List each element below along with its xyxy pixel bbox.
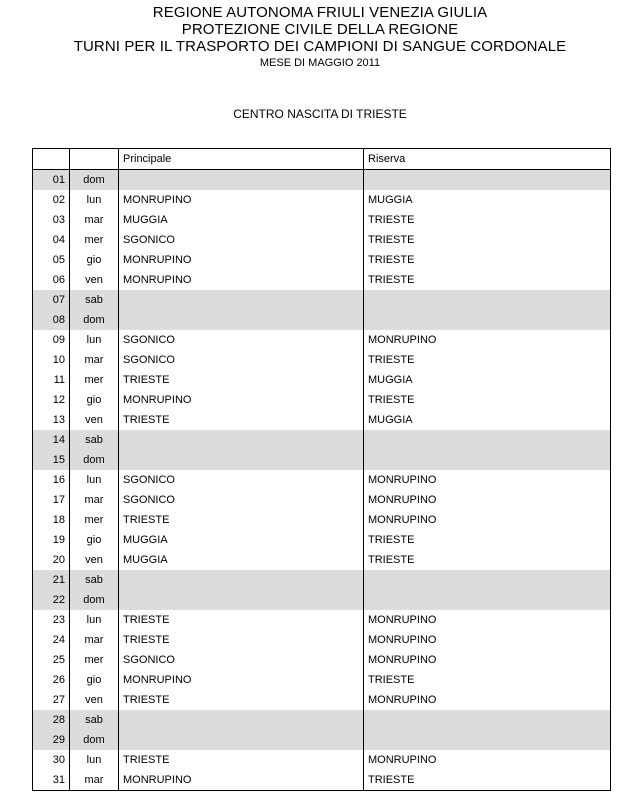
principale-cell: SGONICO bbox=[119, 230, 364, 250]
weekday-cell: gio bbox=[70, 670, 119, 690]
day-number-cell: 17 bbox=[33, 490, 70, 510]
principale-cell bbox=[119, 430, 364, 450]
weekday-cell: lun bbox=[70, 470, 119, 490]
riserva-cell: TRIESTE bbox=[364, 210, 611, 230]
table-body bbox=[33, 170, 611, 791]
day-number-cell: 23 bbox=[33, 610, 70, 630]
day-number-cell: 31 bbox=[33, 770, 70, 791]
riserva-cell: MUGGIA bbox=[364, 410, 611, 430]
riserva-cell: MUGGIA bbox=[364, 370, 611, 390]
riserva-cell bbox=[364, 290, 611, 310]
table-header-row bbox=[33, 149, 611, 170]
table-row bbox=[33, 270, 611, 290]
principale-cell: MONRUPINO bbox=[119, 250, 364, 270]
riserva-cell: TRIESTE bbox=[364, 770, 611, 791]
riserva-cell: MONRUPINO bbox=[364, 470, 611, 490]
document-header bbox=[0, 4, 640, 70]
riserva-cell bbox=[364, 170, 611, 191]
weekday-cell: ven bbox=[70, 690, 119, 710]
principale-cell: SGONICO bbox=[119, 490, 364, 510]
day-number-cell: 27 bbox=[33, 690, 70, 710]
principale-cell: TRIESTE bbox=[119, 410, 364, 430]
day-number-cell: 09 bbox=[33, 330, 70, 350]
day-number-cell: 21 bbox=[33, 570, 70, 590]
table-row bbox=[33, 510, 611, 530]
weekday-cell: mar bbox=[70, 210, 119, 230]
riserva-cell bbox=[364, 570, 611, 590]
principale-cell: MONRUPINO bbox=[119, 190, 364, 210]
column-header-day-number bbox=[33, 149, 70, 170]
riserva-cell: MUGGIA bbox=[364, 190, 611, 210]
table-row bbox=[33, 650, 611, 670]
table-row bbox=[33, 370, 611, 390]
column-header-riserva: Riserva bbox=[364, 149, 611, 170]
principale-cell: TRIESTE bbox=[119, 690, 364, 710]
weekday-cell: mar bbox=[70, 770, 119, 791]
table-row bbox=[33, 310, 611, 330]
principale-cell bbox=[119, 290, 364, 310]
header-department: PROTEZIONE CIVILE DELLA REGIONE bbox=[181, 21, 459, 38]
day-number-cell: 03 bbox=[33, 210, 70, 230]
day-number-cell: 07 bbox=[33, 290, 70, 310]
riserva-cell: MONRUPINO bbox=[364, 610, 611, 630]
table-row bbox=[33, 490, 611, 510]
riserva-cell: MONRUPINO bbox=[364, 630, 611, 650]
riserva-cell: MONRUPINO bbox=[364, 330, 611, 350]
riserva-cell: TRIESTE bbox=[364, 250, 611, 270]
column-header-weekday bbox=[70, 149, 119, 170]
weekday-cell: mer bbox=[70, 230, 119, 250]
weekday-cell: lun bbox=[70, 610, 119, 630]
table-row bbox=[33, 410, 611, 430]
table-row bbox=[33, 390, 611, 410]
weekday-cell: mer bbox=[70, 650, 119, 670]
table-row bbox=[33, 190, 611, 210]
weekday-cell: dom bbox=[70, 450, 119, 470]
day-number-cell: 05 bbox=[33, 250, 70, 270]
weekday-cell: sab bbox=[70, 290, 119, 310]
principale-cell: TRIESTE bbox=[119, 510, 364, 530]
weekday-cell: mar bbox=[70, 350, 119, 370]
riserva-cell: TRIESTE bbox=[364, 350, 611, 370]
riserva-cell: TRIESTE bbox=[364, 390, 611, 410]
table-row bbox=[33, 550, 611, 570]
weekday-cell: dom bbox=[70, 730, 119, 750]
principale-cell: MONRUPINO bbox=[119, 770, 364, 791]
weekday-cell: dom bbox=[70, 170, 119, 191]
principale-cell bbox=[119, 730, 364, 750]
day-number-cell: 11 bbox=[33, 370, 70, 390]
day-number-cell: 13 bbox=[33, 410, 70, 430]
principale-cell: TRIESTE bbox=[119, 370, 364, 390]
table-row bbox=[33, 610, 611, 630]
weekday-cell: sab bbox=[70, 430, 119, 450]
weekday-cell: sab bbox=[70, 710, 119, 730]
day-number-cell: 18 bbox=[33, 510, 70, 530]
day-number-cell: 29 bbox=[33, 730, 70, 750]
day-number-cell: 08 bbox=[33, 310, 70, 330]
riserva-cell: MONRUPINO bbox=[364, 750, 611, 770]
principale-cell bbox=[119, 310, 364, 330]
day-number-cell: 19 bbox=[33, 530, 70, 550]
table-row bbox=[33, 710, 611, 730]
riserva-cell bbox=[364, 310, 611, 330]
riserva-cell: TRIESTE bbox=[364, 530, 611, 550]
table-row bbox=[33, 330, 611, 350]
weekday-cell: dom bbox=[70, 590, 119, 610]
weekday-cell: mar bbox=[70, 490, 119, 510]
table-row bbox=[33, 530, 611, 550]
day-number-cell: 12 bbox=[33, 390, 70, 410]
principale-cell: MONRUPINO bbox=[119, 390, 364, 410]
table-row bbox=[33, 690, 611, 710]
day-number-cell: 25 bbox=[33, 650, 70, 670]
day-number-cell: 14 bbox=[33, 430, 70, 450]
table-row bbox=[33, 170, 611, 191]
principale-cell bbox=[119, 450, 364, 470]
riserva-cell bbox=[364, 430, 611, 450]
principale-cell: MUGGIA bbox=[119, 550, 364, 570]
weekday-cell: gio bbox=[70, 250, 119, 270]
day-number-cell: 26 bbox=[33, 670, 70, 690]
column-header-principale: Principale bbox=[119, 149, 364, 170]
principale-cell: SGONICO bbox=[119, 350, 364, 370]
principale-cell bbox=[119, 710, 364, 730]
riserva-cell: MONRUPINO bbox=[364, 650, 611, 670]
day-number-cell: 04 bbox=[33, 230, 70, 250]
table-row bbox=[33, 470, 611, 490]
table-row bbox=[33, 770, 611, 791]
riserva-cell: TRIESTE bbox=[364, 230, 611, 250]
riserva-cell: MONRUPINO bbox=[364, 690, 611, 710]
table-row bbox=[33, 210, 611, 230]
principale-cell bbox=[119, 170, 364, 191]
weekday-cell: ven bbox=[70, 410, 119, 430]
riserva-cell: MONRUPINO bbox=[364, 490, 611, 510]
principale-cell: TRIESTE bbox=[119, 610, 364, 630]
weekday-cell: gio bbox=[70, 390, 119, 410]
weekday-cell: mar bbox=[70, 630, 119, 650]
day-number-cell: 30 bbox=[33, 750, 70, 770]
table-row bbox=[33, 590, 611, 610]
weekday-cell: mer bbox=[70, 370, 119, 390]
principale-cell: MUGGIA bbox=[119, 210, 364, 230]
day-number-cell: 28 bbox=[33, 710, 70, 730]
center-name: CENTRO NASCITA DI TRIESTE bbox=[233, 107, 407, 121]
riserva-cell: TRIESTE bbox=[364, 670, 611, 690]
riserva-cell bbox=[364, 590, 611, 610]
principale-cell: SGONICO bbox=[119, 470, 364, 490]
day-number-cell: 24 bbox=[33, 630, 70, 650]
day-number-cell: 01 bbox=[33, 170, 70, 191]
table-row bbox=[33, 350, 611, 370]
principale-cell: MUGGIA bbox=[119, 530, 364, 550]
day-number-cell: 02 bbox=[33, 190, 70, 210]
weekday-cell: gio bbox=[70, 530, 119, 550]
table-row bbox=[33, 630, 611, 650]
table-row bbox=[33, 290, 611, 310]
principale-cell: MONRUPINO bbox=[119, 670, 364, 690]
table-row bbox=[33, 450, 611, 470]
table-row bbox=[33, 230, 611, 250]
principale-cell: SGONICO bbox=[119, 650, 364, 670]
day-number-cell: 20 bbox=[33, 550, 70, 570]
table-row bbox=[33, 250, 611, 270]
day-number-cell: 15 bbox=[33, 450, 70, 470]
day-number-cell: 16 bbox=[33, 470, 70, 490]
table-row bbox=[33, 570, 611, 590]
header-month: MESE DI MAGGIO 2011 bbox=[259, 57, 381, 69]
principale-cell: MONRUPINO bbox=[119, 270, 364, 290]
weekday-cell: lun bbox=[70, 330, 119, 350]
weekday-cell: ven bbox=[70, 270, 119, 290]
weekday-cell: ven bbox=[70, 550, 119, 570]
table-row bbox=[33, 430, 611, 450]
weekday-cell: sab bbox=[70, 570, 119, 590]
riserva-cell: TRIESTE bbox=[364, 270, 611, 290]
shifts-table bbox=[32, 148, 611, 791]
riserva-cell bbox=[364, 730, 611, 750]
weekday-cell: dom bbox=[70, 310, 119, 330]
header-region: REGIONE AUTONOMA FRIULI VENEZIA GIULIA bbox=[152, 4, 488, 21]
principale-cell: TRIESTE bbox=[119, 630, 364, 650]
header-title: TURNI PER IL TRASPORTO DEI CAMPIONI DI SANGUE CORDONALE bbox=[73, 38, 567, 55]
principale-cell: SGONICO bbox=[119, 330, 364, 350]
table-row bbox=[33, 670, 611, 690]
riserva-cell: TRIESTE bbox=[364, 550, 611, 570]
table-row bbox=[33, 750, 611, 770]
weekday-cell: lun bbox=[70, 750, 119, 770]
weekday-cell: lun bbox=[70, 190, 119, 210]
day-number-cell: 10 bbox=[33, 350, 70, 370]
day-number-cell: 22 bbox=[33, 590, 70, 610]
principale-cell bbox=[119, 590, 364, 610]
riserva-cell bbox=[364, 450, 611, 470]
principale-cell: TRIESTE bbox=[119, 750, 364, 770]
weekday-cell: mer bbox=[70, 510, 119, 530]
table-row bbox=[33, 730, 611, 750]
riserva-cell bbox=[364, 710, 611, 730]
riserva-cell: MONRUPINO bbox=[364, 510, 611, 530]
day-number-cell: 06 bbox=[33, 270, 70, 290]
principale-cell bbox=[119, 570, 364, 590]
